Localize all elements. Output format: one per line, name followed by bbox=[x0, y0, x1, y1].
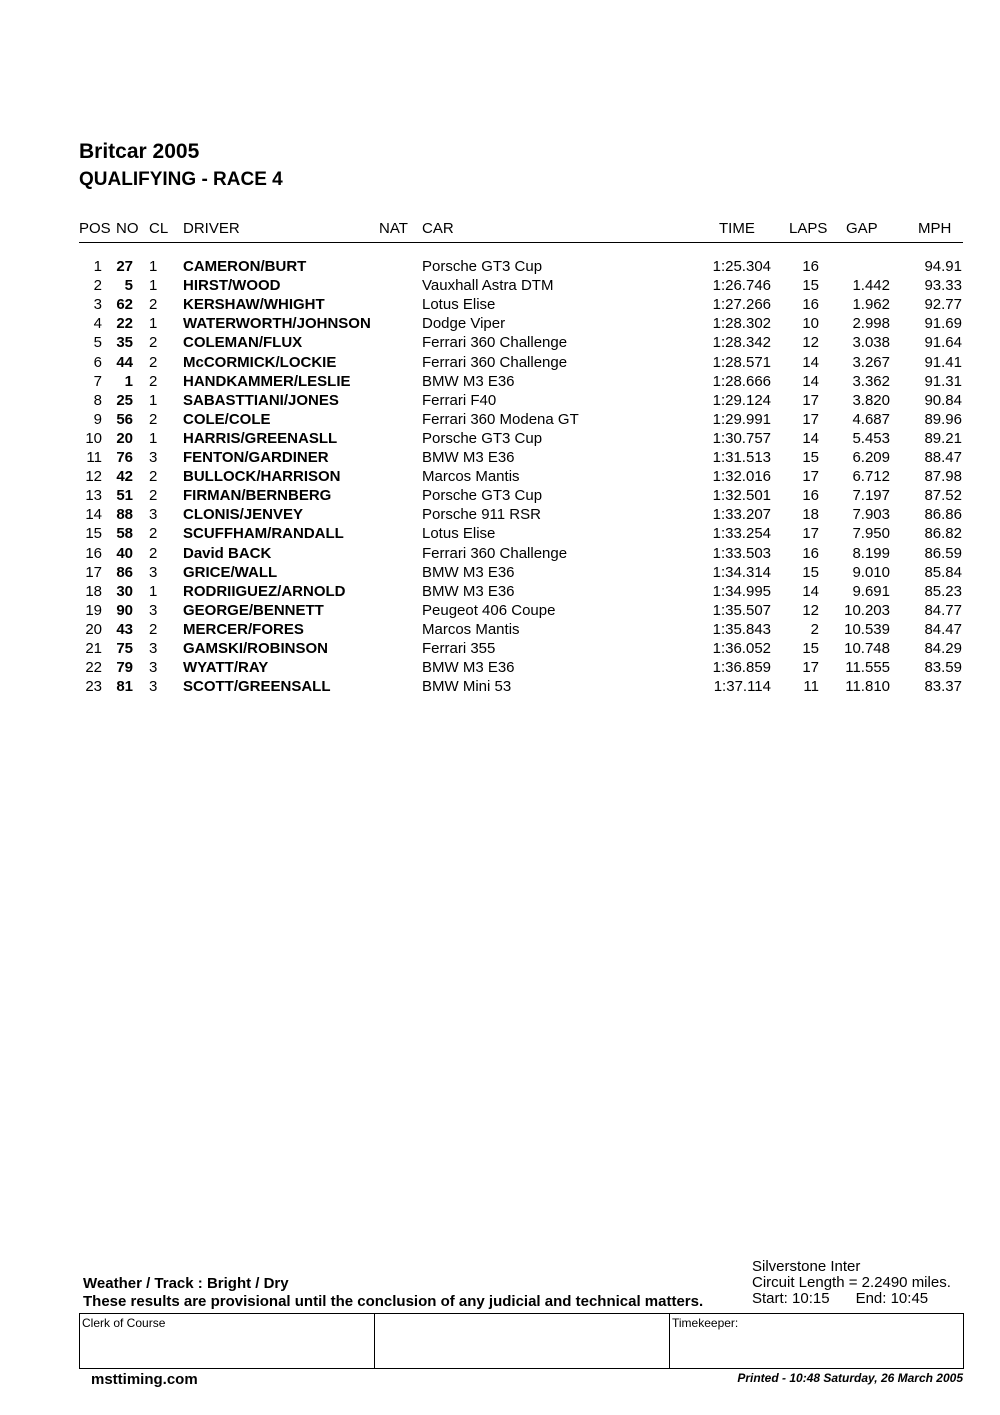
result-car: BMW M3 E36 bbox=[422, 659, 515, 677]
result-pos: 10 bbox=[85, 429, 102, 447]
table-row bbox=[0, 658, 1000, 677]
table-row bbox=[0, 353, 1000, 372]
header-divider bbox=[79, 242, 963, 243]
result-pos: 17 bbox=[85, 563, 102, 581]
result-class: 2 bbox=[149, 620, 158, 638]
result-driver: GEORGE/BENNETT bbox=[183, 601, 324, 619]
result-mph: 87.98 bbox=[924, 468, 962, 486]
result-mph: 93.33 bbox=[924, 277, 962, 295]
session-times bbox=[752, 1291, 951, 1307]
table-row bbox=[0, 391, 1000, 410]
result-driver: McCORMICK/LOCKIE bbox=[183, 353, 337, 371]
result-mph: 84.29 bbox=[924, 640, 962, 657]
result-car: BMW M3 E36 bbox=[422, 372, 515, 390]
table-row bbox=[0, 582, 1000, 601]
result-mph: 88.47 bbox=[924, 449, 962, 466]
result-mph: 89.96 bbox=[924, 410, 962, 428]
result-gap: 10.203 bbox=[844, 601, 890, 619]
table-row bbox=[0, 257, 1000, 276]
result-gap: 3.038 bbox=[852, 334, 890, 352]
result-car: Ferrari 360 Challenge bbox=[422, 353, 568, 371]
result-mph: 84.47 bbox=[924, 620, 962, 638]
result-laps: 14 bbox=[802, 429, 819, 447]
result-mph: 86.59 bbox=[924, 544, 962, 562]
result-driver: COLE/COLE bbox=[183, 410, 271, 428]
result-laps: 2 bbox=[810, 620, 819, 638]
result-pos: 7 bbox=[93, 372, 102, 390]
header-no: NO bbox=[116, 220, 139, 237]
table-row bbox=[0, 505, 1000, 524]
result-class: 1 bbox=[149, 258, 158, 275]
result-car: Marcos Mantis bbox=[422, 620, 520, 638]
result-car-number: 44 bbox=[116, 353, 133, 371]
result-laps: 14 bbox=[802, 372, 819, 390]
result-driver: RODRIIGUEZ/ARNOLD bbox=[183, 582, 346, 600]
result-driver: FIRMAN/BERNBERG bbox=[183, 487, 332, 505]
result-car-number: 79 bbox=[116, 659, 133, 677]
result-driver: CAMERON/BURT bbox=[183, 258, 307, 275]
result-mph: 86.86 bbox=[924, 506, 962, 524]
result-car-number: 1 bbox=[124, 372, 133, 390]
result-car-number: 51 bbox=[116, 487, 133, 505]
result-driver: SABASTTIANI/JONES bbox=[183, 391, 339, 409]
result-pos: 1 bbox=[93, 258, 102, 275]
result-laps: 16 bbox=[802, 544, 819, 562]
result-time: 1:37.114 bbox=[713, 678, 771, 696]
result-car: Dodge Viper bbox=[422, 315, 506, 333]
result-driver: CLONIS/JENVEY bbox=[183, 506, 304, 524]
result-class: 3 bbox=[149, 601, 158, 619]
session-subtitle: QUALIFYING - RACE 4 bbox=[79, 169, 283, 190]
result-time: 1:35.507 bbox=[712, 601, 771, 619]
start-time: Start: 10:15 bbox=[752, 1290, 830, 1307]
header-driver: DRIVER bbox=[183, 220, 240, 237]
result-pos: 4 bbox=[93, 315, 102, 333]
result-class: 3 bbox=[149, 678, 158, 696]
result-time: 1:34.314 bbox=[712, 563, 771, 581]
result-driver: MERCER/FORES bbox=[183, 620, 304, 638]
result-class: 1 bbox=[149, 429, 158, 447]
end-time: End: 10:45 bbox=[855, 1290, 929, 1307]
result-car: Ferrari F40 bbox=[422, 391, 497, 409]
result-mph: 92.77 bbox=[924, 296, 962, 314]
table-row bbox=[0, 544, 1000, 563]
result-gap: 6.209 bbox=[852, 449, 890, 466]
result-laps: 17 bbox=[802, 659, 819, 677]
result-pos: 14 bbox=[85, 506, 102, 524]
result-laps: 15 bbox=[802, 563, 819, 581]
result-mph: 85.84 bbox=[924, 563, 962, 581]
result-mph: 90.84 bbox=[924, 391, 962, 409]
result-car: Lotus Elise bbox=[422, 525, 496, 543]
result-mph: 83.37 bbox=[924, 678, 962, 696]
result-car: Ferrari 360 Challenge bbox=[422, 334, 568, 352]
result-class: 2 bbox=[149, 410, 158, 428]
result-driver: SCOTT/GREENSALL bbox=[183, 678, 331, 696]
result-gap: 4.687 bbox=[852, 410, 890, 428]
result-driver: HARRIS/GREENASLL bbox=[183, 429, 338, 447]
table-row bbox=[0, 601, 1000, 620]
result-class: 1 bbox=[149, 315, 158, 333]
result-car-number: 86 bbox=[116, 563, 133, 581]
result-driver: COLEMAN/FLUX bbox=[183, 334, 303, 352]
header-laps: LAPS bbox=[789, 220, 828, 237]
result-pos: 20 bbox=[85, 620, 102, 638]
result-pos: 11 bbox=[86, 449, 102, 466]
result-gap: 10.748 bbox=[844, 640, 890, 657]
site-url: msttiming.com bbox=[91, 1371, 198, 1388]
result-gap: 9.691 bbox=[852, 582, 890, 600]
result-car: Lotus Elise bbox=[422, 296, 496, 314]
result-car-number: 22 bbox=[116, 315, 133, 333]
timekeeper-cell: Timekeeper: bbox=[669, 1314, 963, 1368]
results-title: Britcar 2005 bbox=[79, 140, 200, 163]
result-laps: 17 bbox=[802, 468, 819, 486]
result-laps: 15 bbox=[802, 277, 819, 295]
result-time: 1:36.859 bbox=[712, 659, 771, 677]
result-car-number: 27 bbox=[116, 258, 133, 275]
result-laps: 11 bbox=[803, 678, 819, 696]
result-time: 1:31.513 bbox=[712, 449, 771, 466]
result-gap: 6.712 bbox=[852, 468, 890, 486]
result-pos: 12 bbox=[85, 468, 102, 486]
result-car: Porsche GT3 Cup bbox=[422, 258, 543, 275]
result-car-number: 40 bbox=[116, 544, 133, 562]
printed-timestamp: Printed - 10:48 Saturday, 26 March 2005 bbox=[737, 1371, 963, 1385]
result-mph: 85.23 bbox=[924, 582, 962, 600]
result-car: BMW Mini 53 bbox=[422, 678, 512, 696]
result-driver: David BACK bbox=[183, 544, 272, 562]
header-pos: POS bbox=[79, 220, 111, 237]
result-driver: SCUFFHAM/RANDALL bbox=[183, 525, 344, 543]
result-class: 3 bbox=[149, 640, 158, 657]
result-time: 1:29.124 bbox=[712, 391, 771, 409]
header-car: CAR bbox=[422, 220, 454, 237]
result-laps: 14 bbox=[802, 582, 819, 600]
result-pos: 8 bbox=[93, 391, 102, 409]
result-laps: 10 bbox=[802, 315, 819, 333]
result-mph: 91.69 bbox=[924, 315, 962, 333]
result-laps: 17 bbox=[802, 525, 819, 543]
result-laps: 16 bbox=[802, 487, 819, 505]
result-time: 1:35.843 bbox=[712, 620, 771, 638]
result-laps: 14 bbox=[802, 353, 819, 371]
result-car: BMW M3 E36 bbox=[422, 449, 515, 466]
header-cl: CL bbox=[149, 220, 169, 237]
result-car-number: 20 bbox=[116, 429, 133, 447]
result-class: 2 bbox=[149, 525, 158, 543]
result-gap: 7.197 bbox=[852, 487, 890, 505]
result-laps: 15 bbox=[802, 640, 819, 657]
result-gap: 5.453 bbox=[852, 429, 890, 447]
result-pos: 9 bbox=[93, 410, 102, 428]
result-laps: 15 bbox=[802, 449, 819, 466]
table-row bbox=[0, 410, 1000, 429]
result-time: 1:33.207 bbox=[712, 506, 771, 524]
result-car-number: 43 bbox=[116, 620, 133, 638]
result-class: 2 bbox=[149, 353, 158, 371]
result-laps: 12 bbox=[802, 601, 819, 619]
table-row bbox=[0, 429, 1000, 448]
result-laps: 12 bbox=[802, 334, 819, 352]
result-car-number: 5 bbox=[124, 277, 133, 295]
result-driver: KERSHAW/WHIGHT bbox=[183, 296, 325, 314]
result-mph: 86.82 bbox=[924, 525, 962, 543]
result-time: 1:30.757 bbox=[712, 429, 771, 447]
result-gap: 11.810 bbox=[845, 678, 890, 696]
table-row bbox=[0, 448, 1000, 467]
result-driver: GAMSKI/ROBINSON bbox=[183, 640, 329, 657]
result-gap: 3.362 bbox=[852, 372, 890, 390]
signature-middle-cell bbox=[374, 1314, 669, 1368]
result-car-number: 56 bbox=[116, 410, 133, 428]
result-gap: 10.539 bbox=[844, 620, 890, 638]
result-car: Vauxhall Astra DTM bbox=[422, 277, 554, 295]
result-driver: FENTON/GARDINER bbox=[183, 449, 329, 466]
result-gap: 7.903 bbox=[852, 506, 890, 524]
result-time: 1:29.991 bbox=[712, 410, 771, 428]
result-pos: 18 bbox=[85, 582, 102, 600]
result-car: BMW M3 E36 bbox=[422, 582, 515, 600]
result-time: 1:34.995 bbox=[712, 582, 771, 600]
table-row bbox=[0, 524, 1000, 543]
table-row bbox=[0, 677, 1000, 696]
result-class: 1 bbox=[149, 391, 158, 409]
result-mph: 94.91 bbox=[924, 258, 962, 275]
result-car-number: 62 bbox=[116, 296, 133, 314]
result-time: 1:27.266 bbox=[712, 296, 771, 314]
result-laps: 17 bbox=[802, 410, 819, 428]
table-row bbox=[0, 295, 1000, 314]
result-car: Porsche 911 RSR bbox=[422, 506, 541, 524]
result-car-number: 81 bbox=[116, 678, 133, 696]
result-car-number: 30 bbox=[116, 582, 133, 600]
header-nat: NAT bbox=[379, 220, 408, 237]
header-mph: MPH bbox=[918, 220, 952, 237]
clerk-of-course-cell: Clerk of Course bbox=[82, 1316, 166, 1330]
result-laps: 18 bbox=[802, 506, 819, 524]
result-car: Ferrari 355 bbox=[422, 640, 496, 657]
header-gap: GAP bbox=[846, 220, 878, 237]
result-car: BMW M3 E36 bbox=[422, 563, 515, 581]
result-time: 1:33.254 bbox=[712, 525, 771, 543]
result-time: 1:28.666 bbox=[712, 372, 771, 390]
result-mph: 84.77 bbox=[924, 601, 962, 619]
provisional-notice: These results are provisional until the conclusion of any judicial and technical matters. bbox=[83, 1293, 704, 1310]
result-car-number: 58 bbox=[116, 525, 133, 543]
result-class: 2 bbox=[149, 468, 158, 486]
result-gap: 8.199 bbox=[852, 544, 890, 562]
table-row bbox=[0, 563, 1000, 582]
result-car: Porsche GT3 Cup bbox=[422, 487, 543, 505]
result-car: Ferrari 360 Challenge bbox=[422, 544, 568, 562]
result-pos: 23 bbox=[85, 678, 102, 696]
result-pos: 13 bbox=[85, 487, 102, 505]
result-time: 1:36.052 bbox=[712, 640, 771, 657]
result-pos: 15 bbox=[85, 525, 102, 543]
result-car: Peugeot 406 Coupe bbox=[422, 601, 556, 619]
result-car-number: 88 bbox=[116, 506, 133, 524]
circuit-name: Silverstone Inter bbox=[752, 1258, 861, 1275]
weather-track: Weather / Track : Bright / Dry bbox=[83, 1275, 289, 1292]
result-gap: 11.555 bbox=[845, 659, 890, 677]
result-laps: 16 bbox=[802, 296, 819, 314]
header-time: TIME bbox=[719, 220, 755, 237]
result-time: 1:25.304 bbox=[712, 258, 771, 275]
result-time: 1:33.503 bbox=[712, 544, 771, 562]
result-driver: WATERWORTH/JOHNSON bbox=[183, 315, 371, 333]
result-laps: 17 bbox=[802, 391, 819, 409]
result-class: 3 bbox=[149, 506, 158, 524]
result-class: 1 bbox=[149, 582, 158, 600]
result-gap: 7.950 bbox=[852, 525, 890, 543]
result-class: 3 bbox=[149, 659, 158, 677]
result-driver: HIRST/WOOD bbox=[183, 277, 281, 295]
result-driver: GRICE/WALL bbox=[183, 563, 278, 581]
result-class: 2 bbox=[149, 334, 158, 352]
table-row bbox=[0, 467, 1000, 486]
result-car-number: 25 bbox=[116, 391, 133, 409]
result-time: 1:28.571 bbox=[712, 353, 771, 371]
result-gap: 3.267 bbox=[852, 353, 890, 371]
result-pos: 21 bbox=[85, 640, 102, 657]
table-row bbox=[0, 314, 1000, 333]
result-pos: 3 bbox=[93, 296, 102, 314]
result-driver: HANDKAMMER/LESLIE bbox=[183, 372, 351, 390]
result-mph: 83.59 bbox=[924, 659, 962, 677]
result-pos: 22 bbox=[85, 659, 102, 677]
result-class: 3 bbox=[149, 563, 158, 581]
circuit-length: Circuit Length = 2.2490 miles. bbox=[752, 1274, 951, 1291]
result-pos: 5 bbox=[93, 334, 102, 352]
result-car-number: 90 bbox=[116, 601, 133, 619]
result-mph: 87.52 bbox=[924, 487, 962, 505]
result-car: Marcos Mantis bbox=[422, 468, 520, 486]
result-pos: 16 bbox=[85, 544, 102, 562]
result-mph: 91.31 bbox=[924, 372, 962, 390]
result-time: 1:32.501 bbox=[712, 487, 771, 505]
result-car-number: 35 bbox=[116, 334, 133, 352]
result-class: 2 bbox=[149, 372, 158, 390]
result-gap: 3.820 bbox=[852, 391, 890, 409]
result-car-number: 75 bbox=[116, 640, 133, 657]
result-gap: 1.442 bbox=[852, 277, 890, 295]
result-time: 1:28.342 bbox=[712, 334, 771, 352]
result-class: 2 bbox=[149, 487, 158, 505]
result-mph: 91.41 bbox=[924, 353, 962, 371]
result-mph: 91.64 bbox=[924, 334, 962, 352]
result-gap: 9.010 bbox=[852, 563, 890, 581]
result-car-number: 76 bbox=[116, 449, 133, 466]
result-driver: BULLOCK/HARRISON bbox=[183, 468, 341, 486]
result-car: Porsche GT3 Cup bbox=[422, 429, 543, 447]
result-class: 3 bbox=[149, 449, 158, 466]
result-time: 1:32.016 bbox=[712, 468, 771, 486]
result-class: 1 bbox=[149, 277, 158, 295]
result-driver: WYATT/RAY bbox=[183, 659, 269, 677]
signature-box bbox=[79, 1313, 964, 1369]
result-pos: 2 bbox=[93, 277, 102, 295]
result-time: 1:28.302 bbox=[712, 315, 771, 333]
result-car: Ferrari 360 Modena GT bbox=[422, 410, 579, 428]
table-row bbox=[0, 486, 1000, 505]
result-pos: 6 bbox=[93, 353, 102, 371]
table-row bbox=[0, 372, 1000, 391]
result-time: 1:26.746 bbox=[712, 277, 771, 295]
result-gap: 2.998 bbox=[852, 315, 890, 333]
circuit-info bbox=[752, 1259, 951, 1307]
result-class: 2 bbox=[149, 296, 158, 314]
table-row bbox=[0, 639, 1000, 658]
result-gap: 1.962 bbox=[852, 296, 890, 314]
result-class: 2 bbox=[149, 544, 158, 562]
table-row bbox=[0, 333, 1000, 352]
table-row bbox=[0, 276, 1000, 295]
result-pos: 19 bbox=[85, 601, 102, 619]
result-laps: 16 bbox=[802, 258, 819, 275]
result-mph: 89.21 bbox=[924, 429, 962, 447]
result-car-number: 42 bbox=[116, 468, 133, 486]
table-row bbox=[0, 620, 1000, 639]
